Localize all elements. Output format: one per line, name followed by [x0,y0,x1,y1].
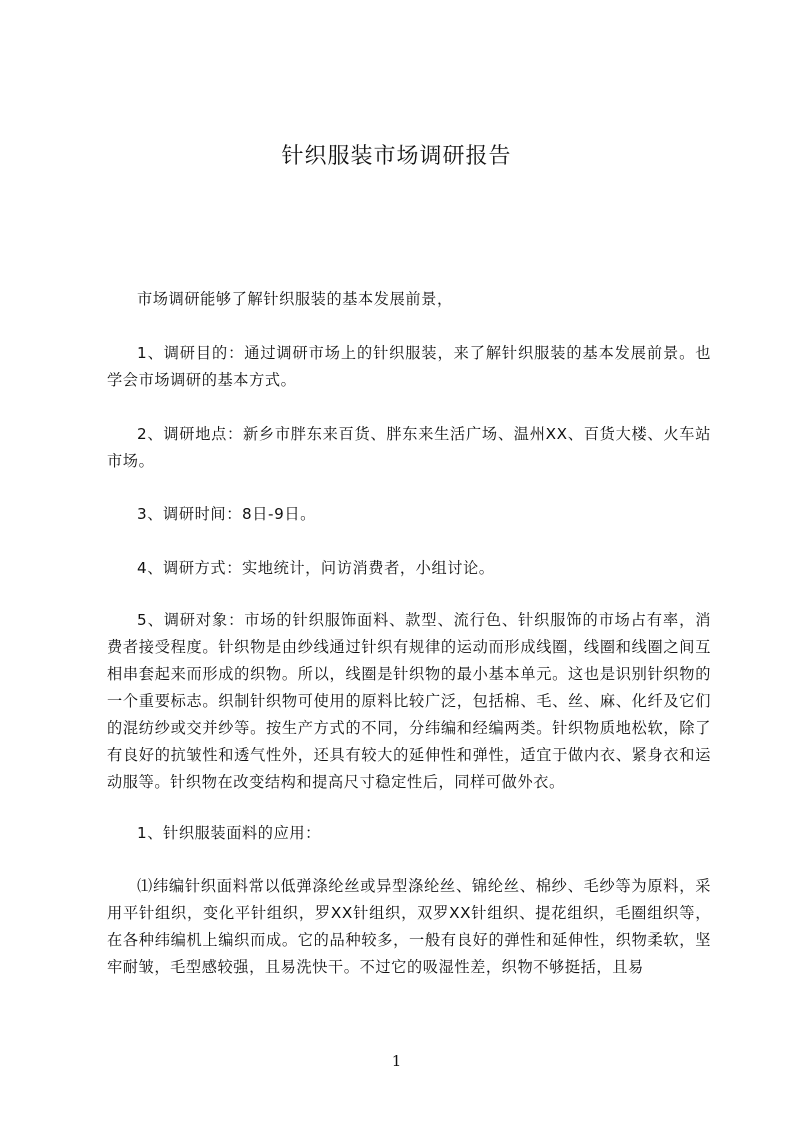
location-paragraph: 2、调研地点：新乡市胖东来百货、胖东来生活广场、温州XX、百货大楼、火车站市场。 [107,425,711,470]
page-number: 1 [391,1052,402,1070]
intro-paragraph: 市场调研能够了解针织服装的基本发展前景， [137,290,453,308]
method-paragraph: 4、调研方式：实地统计，问访消费者，小组讨论。 [137,559,495,577]
weft-knit-paragraph: ⑴纬编针织面料常以低弹涤纶丝或异型涤纶丝、锦纶丝、棉纱、毛纱等为原料，采用平针组织，变化平针组织，罗XX针组织，双罗XX针组织、提花组织，毛圈组织等，在各种纬编机上编织而成。它的品种较多，一般有良好的弹性和延伸性，织物柔软，坚牢耐皱，毛型感较强，且易洗快干。不过它的吸湿性差，织物不够挺括，且易 [107,877,711,976]
section-heading: 1、针织服装面料的应用： [137,824,321,842]
subject-paragraph: 5、调研对象：市场的针织服饰面料、款型、流行色、针织服饰的市场占有率，消费者接受程度。针织物是由纱线通过针织有规律的运动而形成线圈，线圈和线圈之间互相串套起来而形成的织物。所以，线圈是针织物的最小基本单元。这也是识别针织物的一个重要标志。织制针织物可使用的原料比较广泛，包括棉、毛、丝、麻、化纤及它们的混纺纱或交并纱等。按生产方式的不同，分纬编和经编两类。针织物质地松软，除了有良好的抗皱性和透气性外，还具有较大的延伸性和弹性，适宜于做内衣、紧身衣和运动服等。针织物在改变结构和提高尺寸稳定性后，同样可做外衣。 [107,611,711,791]
document-title: 针织服装市场调研报告 [281,144,512,169]
time-paragraph: 3、调研时间：8日-9日。 [137,505,316,523]
purpose-paragraph: 1、调研目的：通过调研市场上的针织服装，来了解针织服装的基本发展前景。也学会市场调研的基本方式。 [107,344,711,389]
